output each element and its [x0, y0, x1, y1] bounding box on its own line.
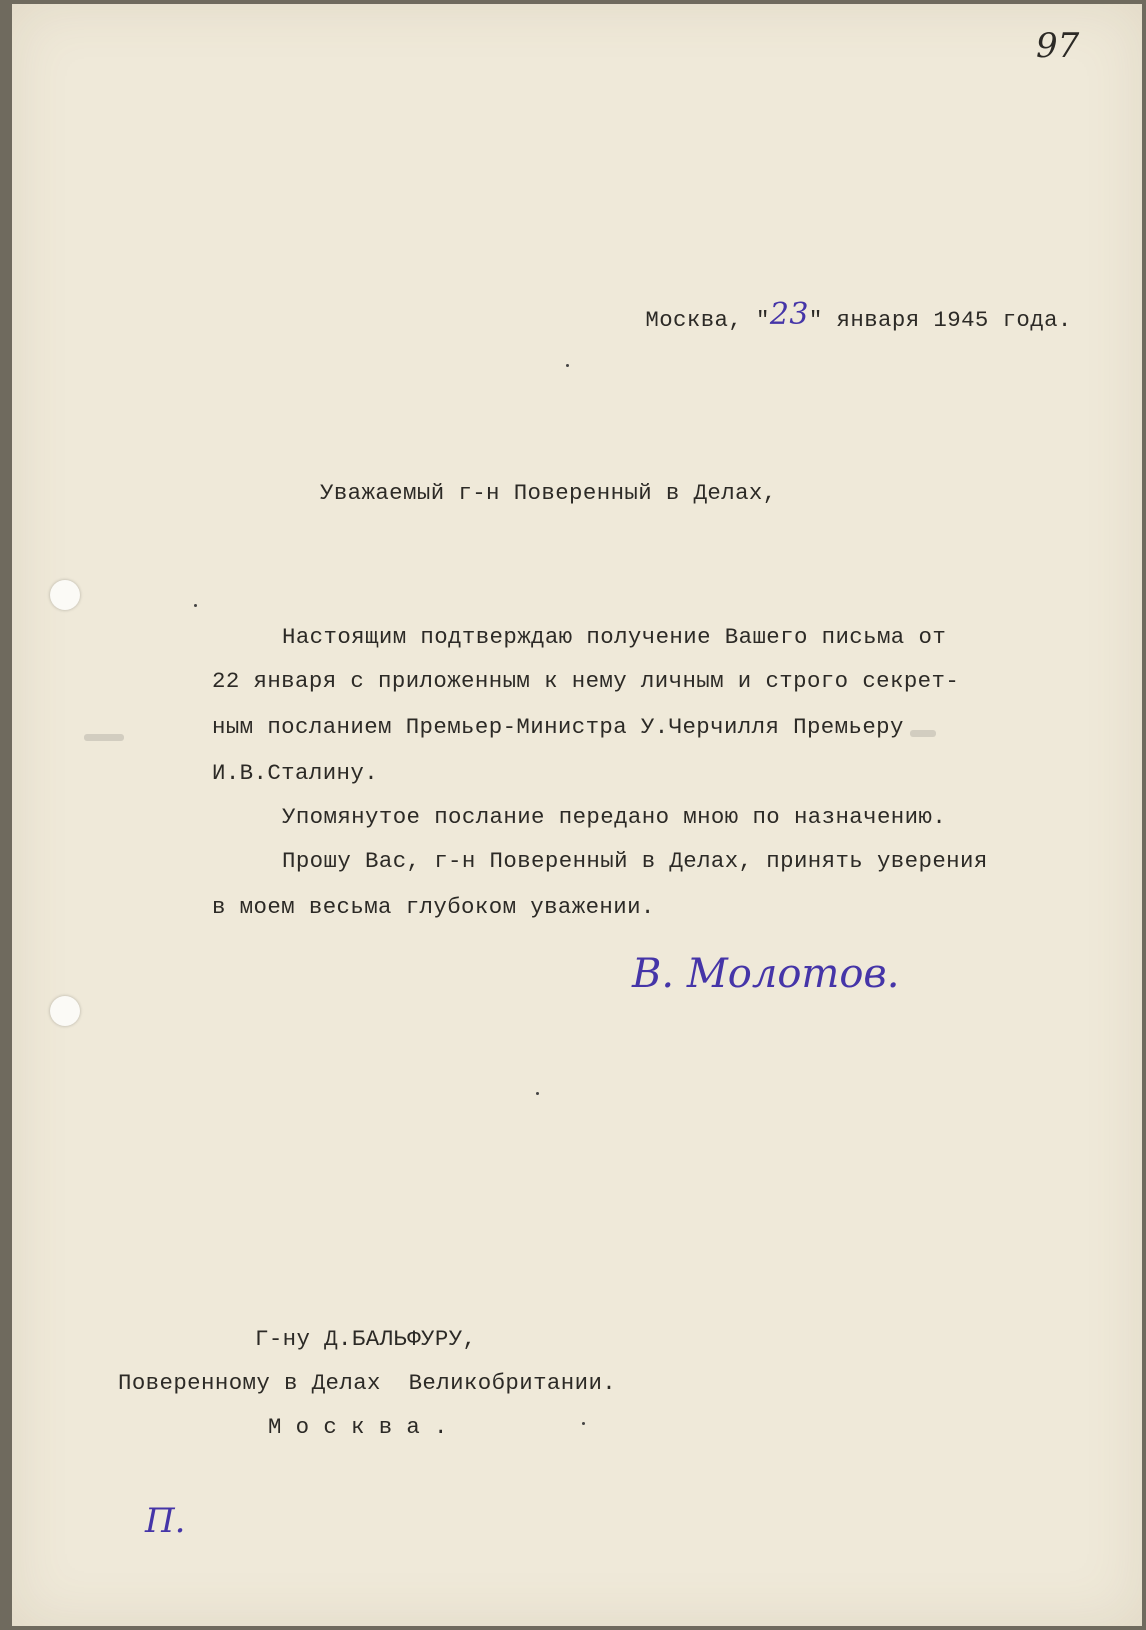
date-city: Москва, " — [645, 307, 770, 334]
date-line — [590, 280, 1072, 355]
body-line-4: И.В.Сталину. — [212, 760, 379, 786]
paper-speck — [566, 364, 569, 367]
body-line-6: Прошу Вас, г-н Поверенный в Делах, принять уверения — [282, 848, 988, 874]
addressee-title: Поверенному в Делах Великобритании. — [118, 1370, 617, 1396]
signature-handwritten: В. Молотов. — [632, 951, 900, 997]
initial-mark-handwritten: П. — [145, 1501, 186, 1541]
addressee-city: М о с к в а . — [268, 1414, 448, 1440]
body-line-1: Настоящим подтверждаю получение Вашего письма от — [282, 624, 947, 650]
body-line-2: 22 января с приложенным к нему личным и строго секрет- — [212, 668, 960, 694]
paper-speck — [194, 604, 197, 607]
addressee-name: Г-ну Д.БАЛЬФУРУ, — [255, 1326, 477, 1352]
paper-speck — [536, 1092, 539, 1095]
body-line-3: ным посланием Премьер-Министра У.Черчилля Премьеру — [212, 714, 904, 740]
date-day-handwritten: 23 — [769, 297, 809, 333]
salutation: Уважаемый г-н Поверенный в Делах, — [320, 480, 777, 506]
punch-hole-bottom — [50, 996, 80, 1026]
body-line-7: в моем весьма глубоком уважении. — [212, 894, 655, 920]
date-rest: " января 1945 года. — [808, 307, 1072, 334]
letter-page — [12, 4, 1142, 1626]
paper-speck — [582, 1422, 585, 1425]
right-edge-smudge — [910, 730, 936, 737]
body-line-5: Упомянутое послание передано мною по назначению. — [282, 804, 947, 830]
punch-hole-top — [50, 580, 80, 610]
archive-page-number: 97 — [1036, 26, 1080, 66]
left-edge-smudge — [84, 734, 124, 741]
